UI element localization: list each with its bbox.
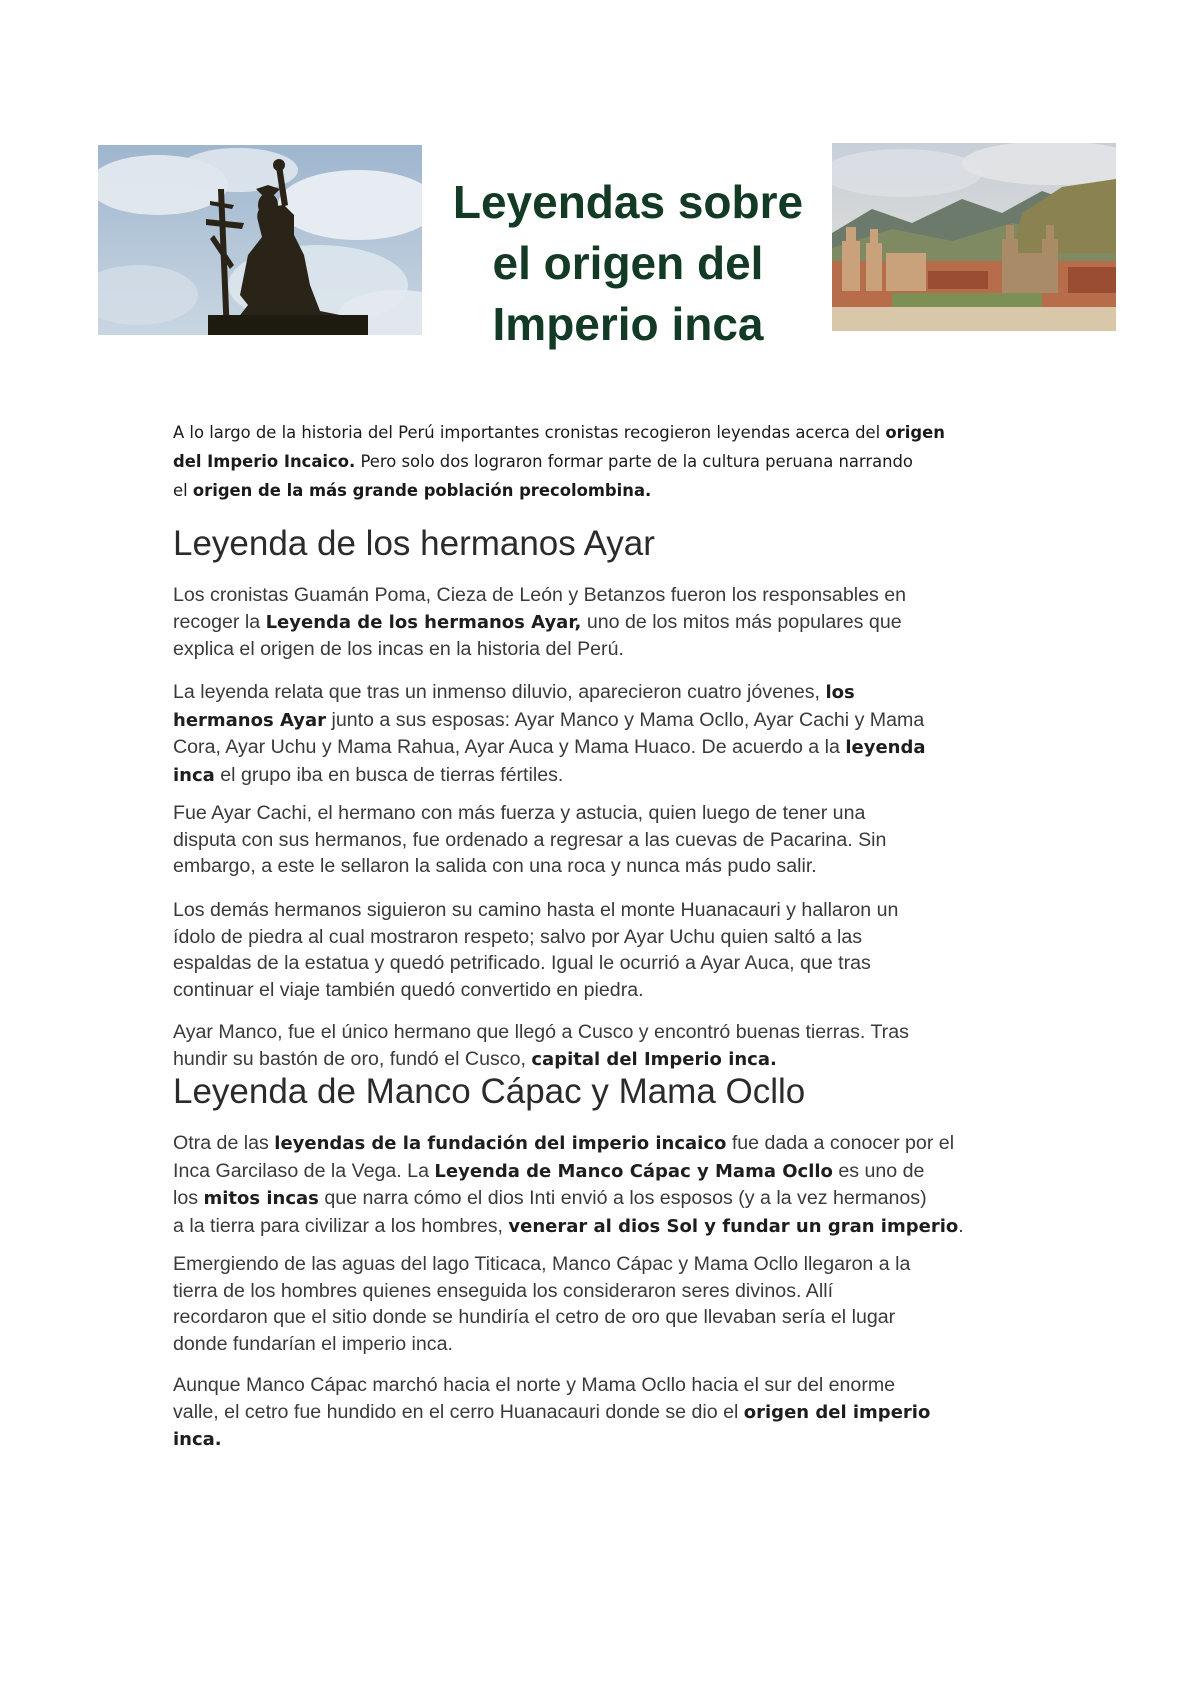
text-line bbox=[173, 609, 906, 637]
bold-text: capital del Imperio inca. bbox=[531, 1048, 777, 1070]
text-line bbox=[173, 800, 886, 827]
text-run: . bbox=[958, 1214, 964, 1237]
text-line bbox=[173, 476, 1053, 505]
paragraph bbox=[173, 1130, 964, 1240]
text-run: Los cronistas Guamán Poma, Cieza de León y Betanzos fueron los responsables en bbox=[173, 584, 907, 606]
text-run: explica el origen de los incas en la historia del Perú. bbox=[173, 638, 624, 660]
paragraph bbox=[173, 582, 906, 663]
text-line bbox=[173, 827, 886, 854]
bold-text: leyendas de la fundación del imperio incaico bbox=[274, 1133, 727, 1154]
text-line bbox=[173, 950, 898, 977]
text-line bbox=[173, 1399, 930, 1427]
text-line bbox=[173, 447, 1053, 476]
text-run: el grupo iba en busca de tierras fértiles. bbox=[214, 763, 564, 786]
text-run: los bbox=[173, 1187, 204, 1209]
text-line bbox=[173, 418, 1053, 447]
bold-text: mitos incas bbox=[203, 1188, 319, 1209]
text-run: a la tierra para civilizar a los hombres, bbox=[173, 1214, 509, 1237]
bold-text: origen de la más grande población precolombina. bbox=[192, 481, 652, 500]
text-line bbox=[173, 1019, 909, 1046]
text-line bbox=[173, 762, 926, 790]
text-line bbox=[173, 582, 906, 609]
bold-text: Leyenda de Manco Cápac y Mama Ocllo bbox=[434, 1160, 833, 1182]
text-run: disputa con sus hermanos, fue ordenado a regresar a las cuevas de Pacarina. Sin bbox=[173, 828, 887, 851]
bold-text: inca bbox=[173, 764, 215, 786]
text-run: Pero solo dos lograron formar parte de la cultura peruana narrando bbox=[355, 452, 913, 471]
text-line bbox=[173, 1251, 910, 1278]
text-run: uno de los mitos más populares que bbox=[581, 610, 902, 633]
text-line bbox=[173, 897, 898, 924]
bold-text: inca. bbox=[173, 1429, 222, 1450]
intro-paragraph bbox=[173, 418, 1053, 505]
title-line: Leyendas sobre bbox=[452, 176, 804, 228]
text-line bbox=[173, 924, 898, 951]
inca-statue-image bbox=[98, 145, 422, 335]
text-line bbox=[173, 977, 898, 1004]
section-heading: Leyenda de Manco Cápac y Mama Ocllo bbox=[173, 1072, 806, 1111]
text-line bbox=[173, 1372, 930, 1399]
bold-text: venerar al dios Sol y fundar un gran imperio bbox=[508, 1215, 959, 1237]
text-run: ídolo de piedra al cual mostraron respeto; salvo por Ayar Uchu quien saltó a las bbox=[173, 925, 863, 948]
paragraph bbox=[173, 1372, 930, 1454]
text-line bbox=[173, 1304, 910, 1331]
title-line: Imperio inca bbox=[492, 298, 764, 350]
text-line bbox=[173, 734, 926, 762]
section-heading: Leyenda de los hermanos Ayar bbox=[173, 524, 655, 563]
paragraph bbox=[173, 679, 926, 789]
text-run: el bbox=[173, 481, 193, 500]
text-run: continuar el viaje también quedó convertido en piedra. bbox=[173, 978, 644, 1001]
text-run: Otra de las bbox=[173, 1132, 275, 1154]
bold-text: origen del imperio bbox=[743, 1401, 931, 1423]
bold-text: Leyenda de los hermanos Ayar, bbox=[265, 611, 582, 633]
page-title bbox=[432, 172, 824, 355]
bold-text: hermanos Ayar bbox=[173, 709, 327, 731]
text-run: espaldas de la estatua y quedó petrificado. Igual le ocurrió a Ayar Auca, que tras bbox=[173, 952, 871, 974]
text-line bbox=[173, 1278, 910, 1305]
text-run: que narra cómo el dios Inti envió a los esposos (y a la vez hermanos) bbox=[318, 1187, 927, 1209]
text-line bbox=[173, 679, 926, 707]
text-run: Inca Garcilaso de la Vega. La bbox=[173, 1159, 435, 1182]
cusco-panorama-illustration bbox=[832, 143, 1116, 331]
text-run: valle, el cetro fue hundido en el cerro Huanacauri donde se dio el bbox=[173, 1400, 744, 1423]
text-run: Fue Ayar Cachi, el hermano con más fuerza y astucia, quien luego de tener una bbox=[173, 802, 866, 824]
text-run: recordaron que el sitio donde se hundiría el cetro de oro que llevaban sería el lugar bbox=[173, 1306, 896, 1328]
text-run: junto a sus esposas: Ayar Manco y Mama Ocllo, Ayar Cachi y Mama bbox=[326, 708, 925, 731]
text-run: La leyenda relata que tras un inmenso diluvio, aparecieron cuatro jóvenes, bbox=[173, 681, 826, 703]
text-line bbox=[173, 1185, 964, 1213]
text-line bbox=[173, 853, 886, 880]
title-line: el origen del bbox=[492, 237, 764, 289]
bold-text: origen bbox=[885, 423, 945, 442]
text-line bbox=[173, 1158, 964, 1186]
cusco-panorama-image bbox=[832, 143, 1116, 331]
text-run: Ayar Manco, fue el único hermano que llegó a Cusco y encontró buenas tierras. Tras bbox=[173, 1021, 909, 1043]
text-run: recoger la bbox=[173, 610, 266, 633]
text-run: Emergiendo de las aguas del lago Titicaca, Manco Cápac y Mama Ocllo llegaron a la bbox=[173, 1253, 911, 1275]
text-run: Cora, Ayar Uchu y Mama Rahua, Ayar Auca y Mama Huaco. De acuerdo a la bbox=[173, 736, 846, 758]
text-line bbox=[173, 1426, 930, 1454]
paragraph bbox=[173, 1251, 910, 1357]
text-run: Los demás hermanos siguieron su camino hasta el monte Huanacauri y hallaron un bbox=[173, 899, 899, 921]
text-run: hundir su bastón de oro, fundó el Cusco, bbox=[173, 1047, 532, 1070]
text-line bbox=[173, 636, 906, 663]
text-line bbox=[173, 707, 926, 735]
text-run: donde fundarían el imperio inca. bbox=[173, 1332, 453, 1355]
text-run: Aunque Manco Cápac marchó hacia el norte y Mama Ocllo hacia el sur del enorme bbox=[173, 1374, 896, 1396]
text-run: tierra de los hombres quienes enseguida los consideraron seres divinos. Allí bbox=[173, 1279, 834, 1302]
bold-text: los bbox=[825, 682, 855, 703]
text-run: fue dada a conocer por el bbox=[726, 1132, 955, 1154]
bold-text: del Imperio Incaico. bbox=[173, 452, 356, 471]
text-run: A lo largo de la historia del Perú importantes cronistas recogieron leyendas acerca del bbox=[173, 423, 886, 442]
text-line bbox=[173, 1046, 909, 1074]
paragraph bbox=[173, 1019, 909, 1073]
text-run: es uno de bbox=[832, 1159, 925, 1182]
paragraph bbox=[173, 800, 886, 880]
bold-text: leyenda bbox=[845, 737, 926, 758]
text-run: embargo, a este le sellaron la salida con una roca y nunca más pudo salir. bbox=[173, 855, 817, 877]
inca-statue-illustration bbox=[98, 145, 422, 335]
text-line bbox=[173, 1331, 910, 1358]
text-line bbox=[173, 1213, 964, 1241]
text-line bbox=[173, 1130, 964, 1158]
paragraph bbox=[173, 897, 898, 1003]
